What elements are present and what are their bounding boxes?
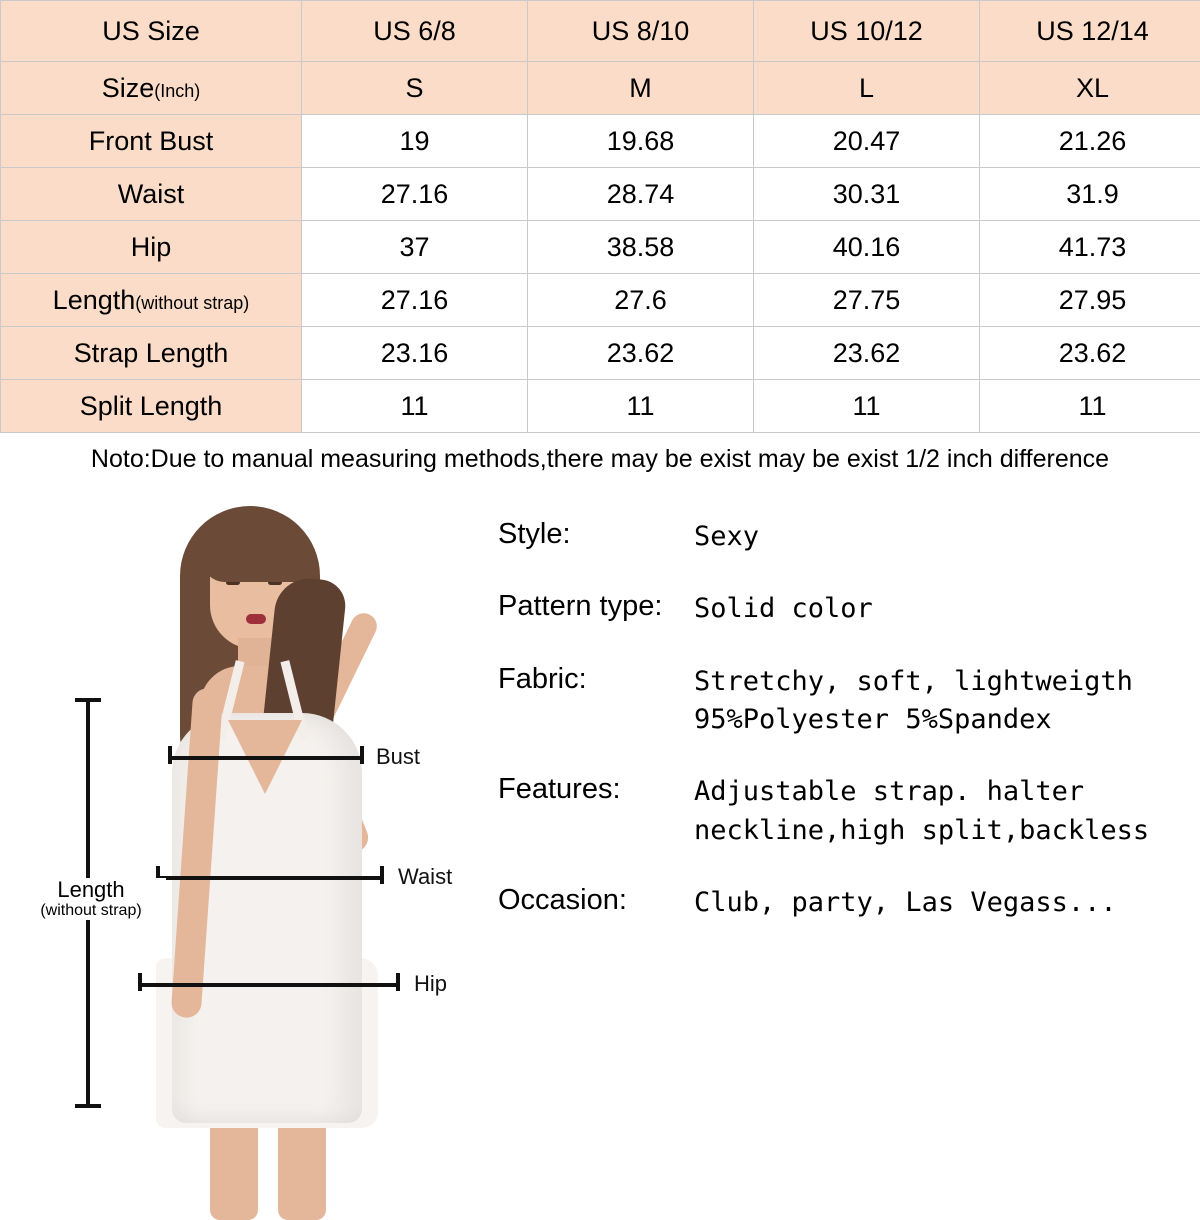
spec-row-features bbox=[498, 773, 1188, 850]
cell-length-m: 27.6 bbox=[528, 274, 754, 327]
size-value-m: M bbox=[528, 62, 754, 115]
cell-waist-m: 28.74 bbox=[528, 168, 754, 221]
size-chart-table bbox=[0, 0, 1200, 433]
spec-key-features: Features: bbox=[498, 773, 694, 806]
cell-split-length-s: 11 bbox=[302, 380, 528, 433]
cell-hip-l: 40.16 bbox=[754, 221, 980, 274]
row-label-size-text: Size bbox=[102, 73, 155, 103]
row-label-length-sub: (without strap) bbox=[135, 293, 249, 313]
cell-waist-s: 27.16 bbox=[302, 168, 528, 221]
cell-strap-length-l: 23.62 bbox=[754, 327, 980, 380]
spec-key-fabric: Fabric: bbox=[498, 663, 694, 696]
waist-measure-tick-right bbox=[380, 866, 384, 884]
cell-front-bust-l: 20.47 bbox=[754, 115, 980, 168]
bust-measure-label: Bust bbox=[376, 744, 420, 770]
cell-strap-length-s: 23.16 bbox=[302, 327, 528, 380]
spec-value-occasion: Club, party, Las Vegass... bbox=[694, 884, 1117, 922]
cell-length-l: 27.75 bbox=[754, 274, 980, 327]
table-corner-label: US Size bbox=[1, 1, 302, 62]
spec-row-occasion bbox=[498, 884, 1188, 922]
column-header-xl: US 12/14 bbox=[980, 1, 1200, 62]
size-value-s: S bbox=[302, 62, 528, 115]
hip-measure-label: Hip bbox=[414, 971, 447, 997]
row-label-size bbox=[1, 62, 302, 115]
bust-measure-tick-left bbox=[168, 746, 172, 764]
spec-key-style: Style: bbox=[498, 518, 694, 551]
cell-front-bust-m: 19.68 bbox=[528, 115, 754, 168]
cell-hip-s: 37 bbox=[302, 221, 528, 274]
cell-hip-m: 38.58 bbox=[528, 221, 754, 274]
hip-measure-line bbox=[138, 983, 400, 987]
hip-measure-tick-right bbox=[396, 973, 400, 991]
cell-strap-length-m: 23.62 bbox=[528, 327, 754, 380]
row-label-size-unit: (Inch) bbox=[154, 81, 200, 101]
cell-front-bust-s: 19 bbox=[302, 115, 528, 168]
table-row bbox=[1, 115, 1200, 168]
table-row bbox=[1, 380, 1200, 433]
model-lips bbox=[246, 614, 266, 624]
bust-measure-tick-right bbox=[360, 746, 364, 764]
table-row bbox=[1, 221, 1200, 274]
spec-value-fabric-line2: 95%Polyester 5%Spandex bbox=[694, 701, 1133, 739]
length-measure-label bbox=[16, 878, 166, 920]
column-header-l: US 10/12 bbox=[754, 1, 980, 62]
spec-value-style: Sexy bbox=[694, 518, 759, 556]
spec-value-fabric-line1: Stretchy, soft, lightweigth bbox=[694, 666, 1133, 697]
row-label-length-text: Length bbox=[53, 285, 136, 315]
spec-row-pattern-type bbox=[498, 590, 1188, 628]
measurement-note: Noto:Due to manual measuring methods,there may be exist may be exist 1/2 inch difference bbox=[0, 433, 1200, 478]
bust-measure-line bbox=[168, 756, 364, 760]
spec-value-fabric bbox=[694, 663, 1133, 740]
table-row bbox=[1, 168, 1200, 221]
spec-value-features-line2: neckline,high split,backless bbox=[694, 812, 1149, 850]
hip-measure-tick-left bbox=[138, 973, 142, 991]
cell-waist-xl: 31.9 bbox=[980, 168, 1200, 221]
spec-value-features bbox=[694, 773, 1149, 850]
size-value-xl: XL bbox=[980, 62, 1200, 115]
spec-key-occasion: Occasion: bbox=[498, 884, 694, 917]
cell-strap-length-xl: 23.62 bbox=[980, 327, 1200, 380]
row-label-front-bust: Front Bust bbox=[1, 115, 302, 168]
row-label-waist: Waist bbox=[1, 168, 302, 221]
row-label-split-length: Split Length bbox=[1, 380, 302, 433]
table-row bbox=[1, 327, 1200, 380]
lower-section bbox=[0, 478, 1200, 1198]
length-measure-label-sub: (without strap) bbox=[16, 902, 166, 920]
spec-key-pattern-type: Pattern type: bbox=[498, 590, 694, 623]
table-header-row bbox=[1, 1, 1200, 62]
waist-measure-line bbox=[156, 876, 384, 880]
length-measure-cap-top bbox=[75, 698, 101, 702]
spec-row-style bbox=[498, 518, 1188, 556]
model-measurement-diagram bbox=[60, 488, 480, 1188]
column-header-m: US 8/10 bbox=[528, 1, 754, 62]
product-spec-list bbox=[498, 518, 1188, 956]
cell-waist-l: 30.31 bbox=[754, 168, 980, 221]
row-label-strap-length: Strap Length bbox=[1, 327, 302, 380]
table-size-row bbox=[1, 62, 1200, 115]
table-row bbox=[1, 274, 1200, 327]
row-label-hip: Hip bbox=[1, 221, 302, 274]
cell-length-xl: 27.95 bbox=[980, 274, 1200, 327]
length-measure-cap-bottom bbox=[75, 1104, 101, 1108]
cell-split-length-m: 11 bbox=[528, 380, 754, 433]
model-hair-front bbox=[202, 518, 310, 582]
size-value-l: L bbox=[754, 62, 980, 115]
length-measure-label-text: Length bbox=[57, 877, 124, 902]
cell-hip-xl: 41.73 bbox=[980, 221, 1200, 274]
cell-front-bust-xl: 21.26 bbox=[980, 115, 1200, 168]
column-header-s: US 6/8 bbox=[302, 1, 528, 62]
spec-value-features-line1: Adjustable strap. halter bbox=[694, 776, 1084, 807]
spec-value-pattern-type: Solid color bbox=[694, 590, 873, 628]
waist-measure-label: Waist bbox=[398, 864, 452, 890]
cell-length-s: 27.16 bbox=[302, 274, 528, 327]
cell-split-length-xl: 11 bbox=[980, 380, 1200, 433]
cell-split-length-l: 11 bbox=[754, 380, 980, 433]
row-label-length bbox=[1, 274, 302, 327]
spec-row-fabric bbox=[498, 663, 1188, 740]
